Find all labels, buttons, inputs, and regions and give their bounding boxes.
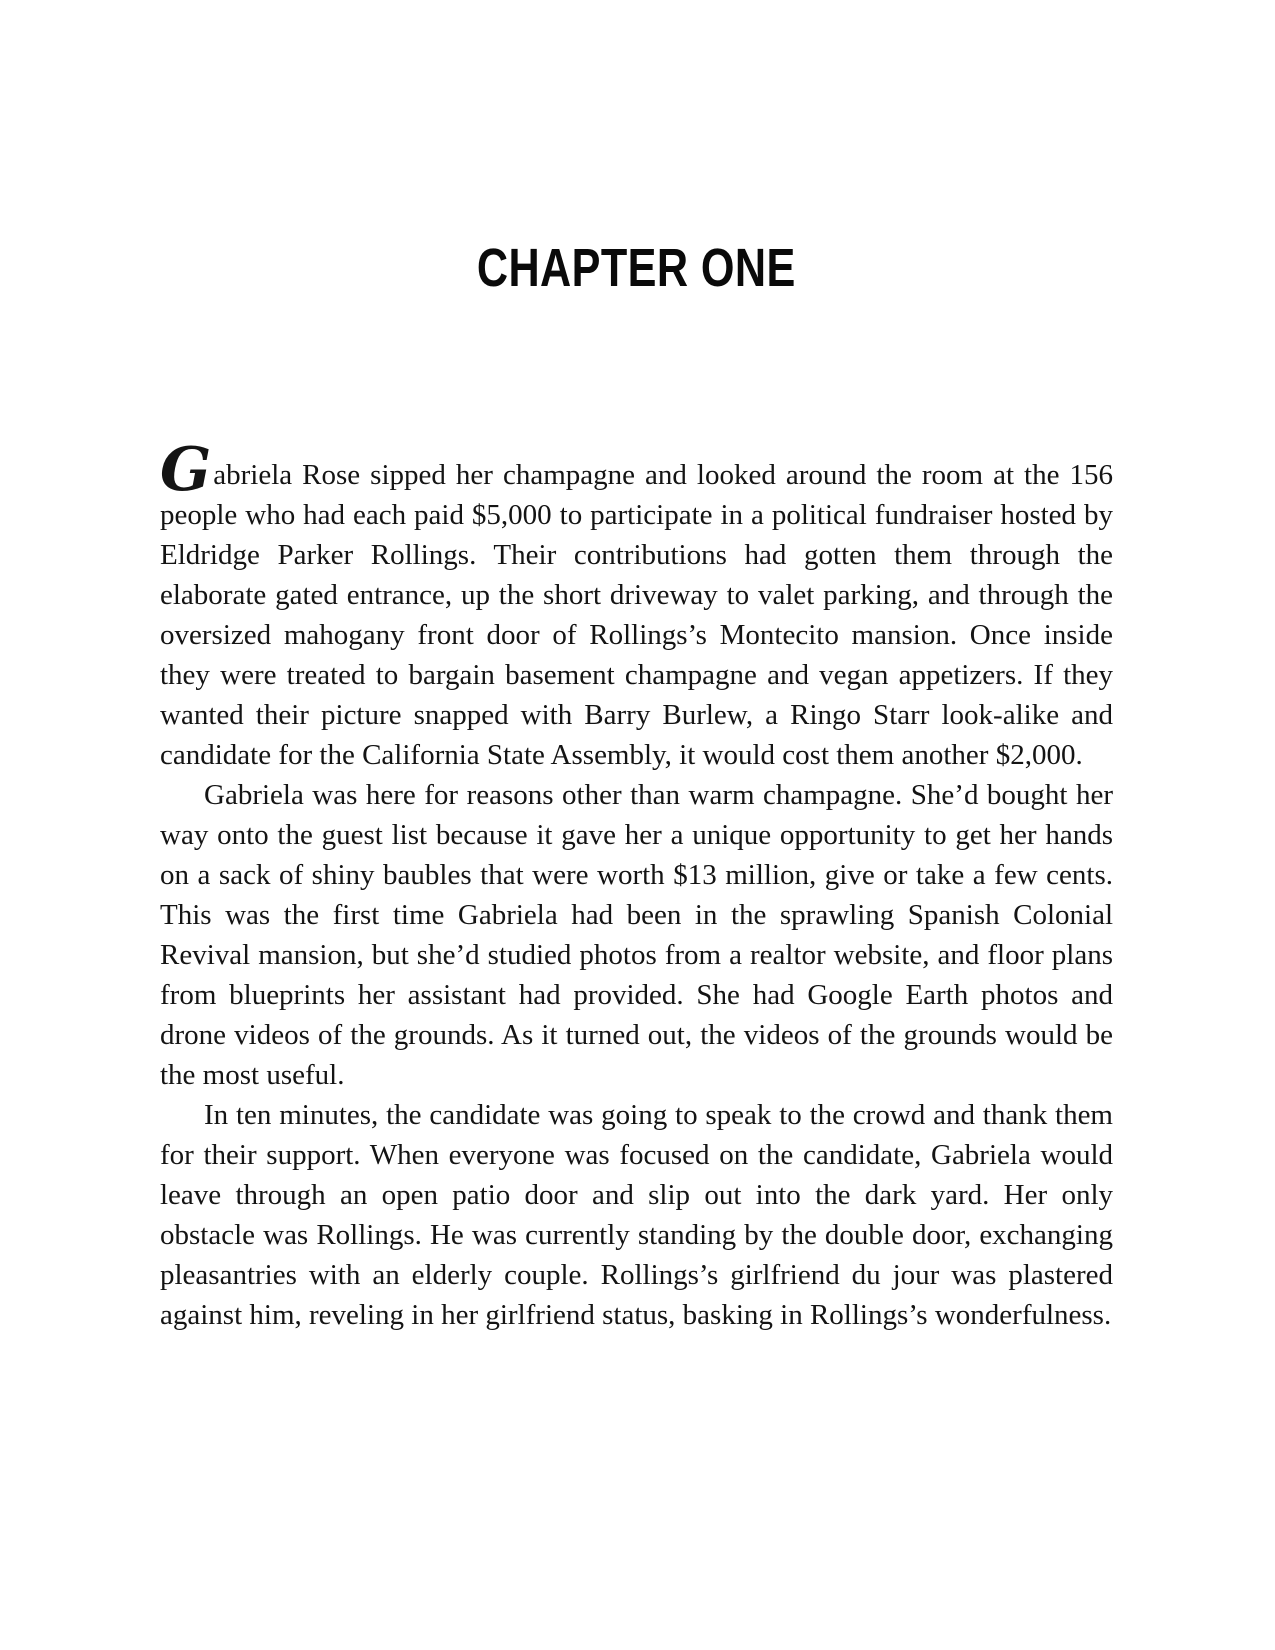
chapter-body	[160, 435, 1113, 1335]
drop-cap: G	[160, 435, 210, 505]
paragraph: Gabriela was here for reasons other than warm champagne. She’d bought her way onto the guest list because it gave her a unique opportunity to get her hands on a sack of shiny baubles that were worth $13 million, give or take a few cents. This was the first time Gabriela had been in the sprawling Spanish Colonial Revival mansion, but she’d studied photos from a realtor website, and floor plans from blueprints her assistant had provided. She had Google Earth photos and drone videos of the grounds. As it turned out, the videos of the grounds would be the most useful.	[160, 779, 1113, 1091]
chapter-heading	[160, 238, 1113, 298]
paragraph-text: abriela Rose sipped her champagne and looked around the room at the 156 people who had each paid $5,000 to participate in a political fundraiser hosted by Eldridge Parker Rollings. Their contributions had gotten them through the elaborate gated entrance, up the short driveway to valet parking, and through the oversized mahogany front door of Rollings’s Montecito mansion. Once inside they were treated to bargain basement champagne and vegan appetizers. If they wanted their picture snapped with Barry Burlew, a Ringo Starr look-alike and candidate for the California State Assembly, it would cost them another $2,000.	[160, 459, 1113, 771]
paragraph: In ten minutes, the candidate was going to speak to the crowd and thank them for their support. When everyone was focused on the candidate, Gabriela would leave through an open patio door and slip out into the dark yard. Her only obstacle was Rollings. He was currently standing by the double door, exchanging pleasantries with an elderly couple. Rollings’s girlfriend du jour was plastered against him, reveling in her girlfriend status, basking in Rollings’s wonderfulness.	[160, 1099, 1113, 1331]
paragraph	[160, 435, 1113, 775]
chapter-heading-text: CHAPTER ONE	[477, 238, 796, 298]
